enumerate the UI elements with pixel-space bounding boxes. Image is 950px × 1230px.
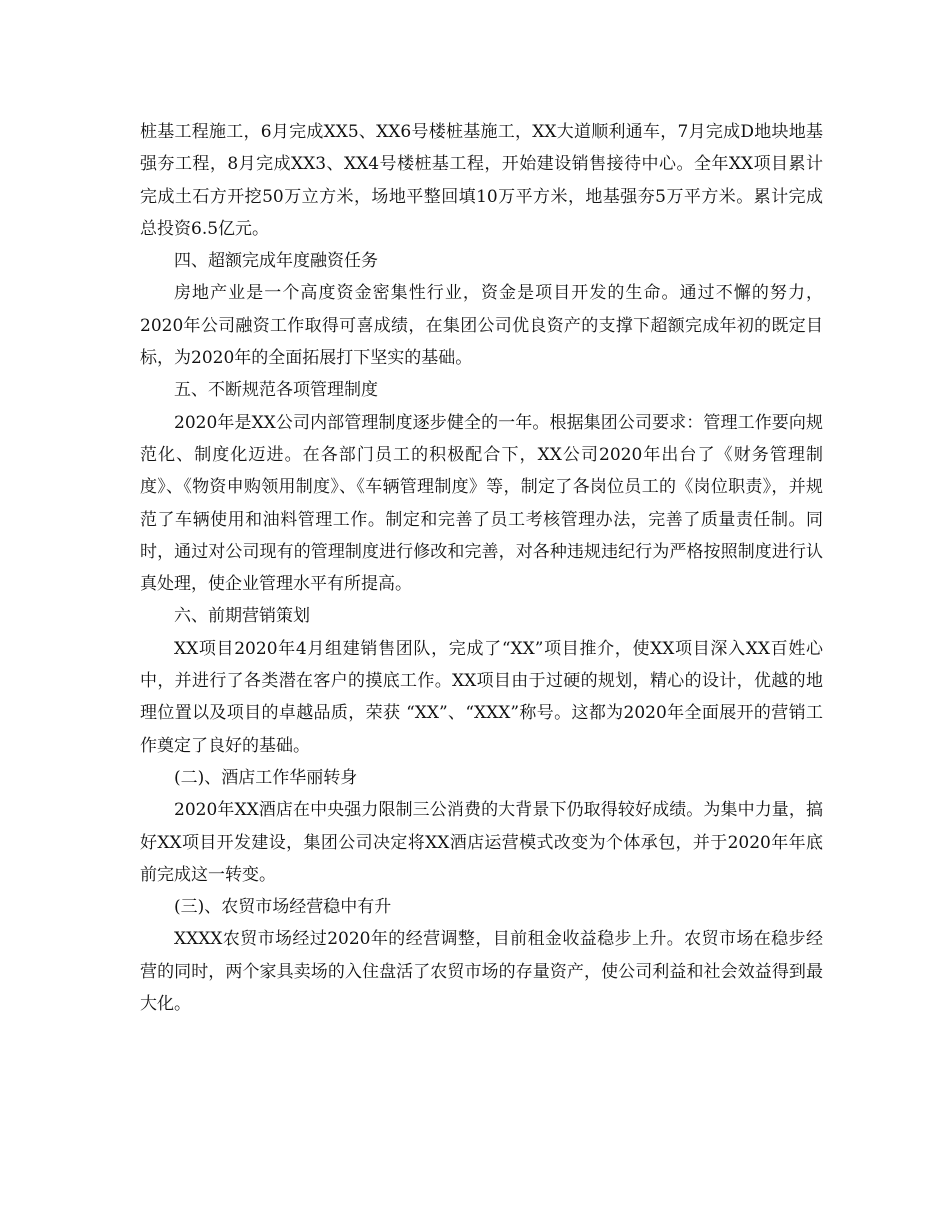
paragraph-construction-progress: 桩基工程施工，6月完成XX5、XX6号楼桩基施工，XX大道顺利通车，7月完成D地块地基强夯工程，8月完成XX3、XX4号楼桩基工程，开始建设销售接待中心。全年XX项目累计完成土石方开挖50万立方米，场地平整回填10万平方米，地基强夯5万平方米。累计完成总投资6.5亿元。	[140, 122, 823, 239]
document-page	[140, 116, 823, 1020]
paragraph-hotel: 2020年XX酒店在中央强力限制三公消费的大背景下仍取得较好成绩。为集中力量，搞好XX项目开发建设，集团公司决定将XX酒店运营模式改变为个体承包，并于2020年年底前完成这一转变。	[140, 800, 823, 885]
heading-financing: 四、超额完成年度融资任务	[174, 251, 378, 272]
paragraph-management: 2020年是XX公司内部管理制度逐步健全的一年。根据集团公司要求：管理工作要向规范化、制度化迈进。在各部门员工的积极配合下，XX公司2020年出台了《财务管理制度》、《物资申购领用制度》、《车辆管理制度》等，制定了各岗位员工的《岗位职责》，并规范了车辆使用和油料管理工作。制定和完善了员工考核管理办法，完善了质量责任制。同时，通过对公司现有的管理制度进行修改和完善，对各种违规违纪行为严格按照制度进行认真处理，使企业管理水平有所提高。	[140, 412, 823, 595]
heading-marketing: 六、前期营销策划	[174, 606, 310, 627]
heading-management: 五、不断规范各项管理制度	[174, 380, 378, 401]
paragraph-financing: 房地产业是一个高度资金密集性行业，资金是项目开发的生命。通过不懈的努力，2020年公司融资工作取得可喜成绩，在集团公司优良资产的支撑下超额完成年初的既定目标，为2020年的全面拓展打下坚实的基础。	[140, 283, 823, 369]
heading-hotel: (二)、酒店工作华丽转身	[174, 767, 358, 788]
paragraph-marketing: XX项目2020年4月组建销售团队，完成了“XX”项目推介，使XX项目深入XX百姓心中，并进行了各类潜在客户的摸底工作。XX项目由于过硬的规划，精心的设计，优越的地理位置以及项目的卓越品质，荣获 “XX”、“XXX”称号。这都为2020年全面展开的营销工作奠定了良好的基础。	[140, 638, 823, 756]
paragraph-market: XXXX农贸市场经过2020年的经营调整，目前租金收益稳步上升。农贸市场在稳步经营的同时，两个家具卖场的入住盘活了农贸市场的存量资产，使公司利益和社会效益得到最大化。	[140, 929, 823, 1015]
heading-market: (三)、农贸市场经营稳中有升	[174, 897, 392, 918]
